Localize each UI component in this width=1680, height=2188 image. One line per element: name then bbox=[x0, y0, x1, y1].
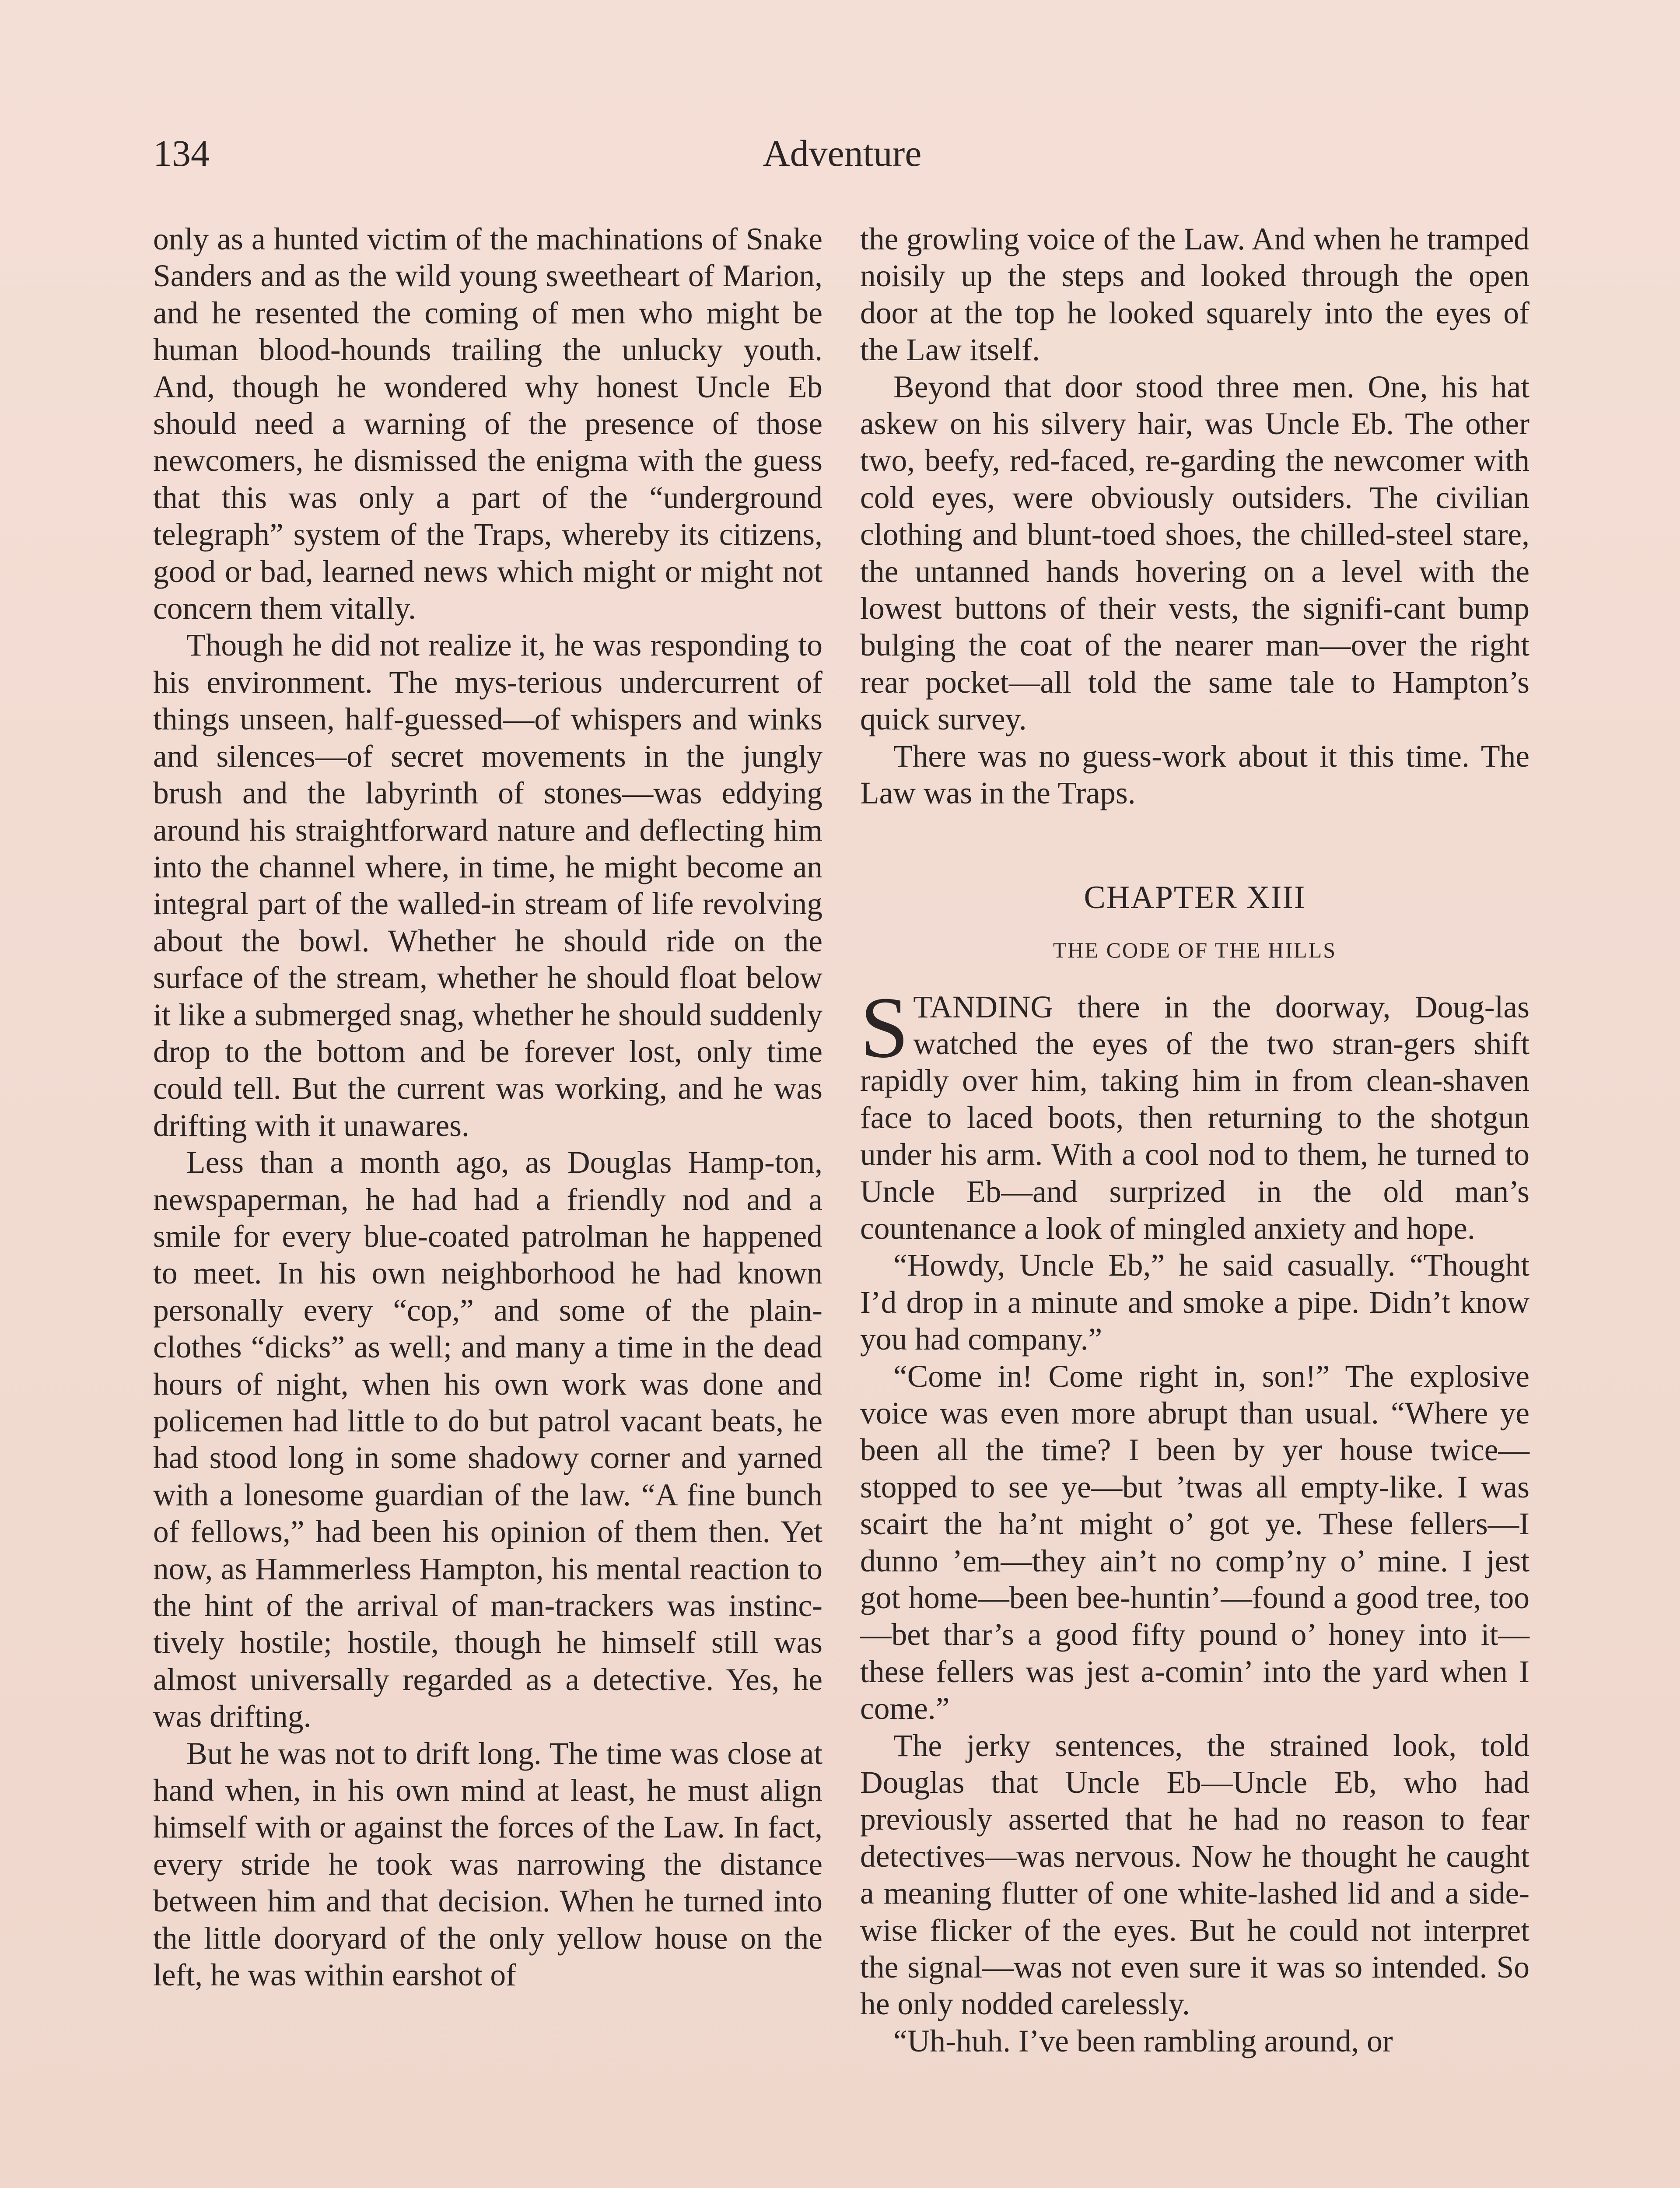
paragraph: Beyond that door stood three men. One, his hat askew on his silvery hair, was Uncle Eb. The other two, beefy, red-faced, re-garding the newcomer with cold eyes, were obviously outsiders. The civilian clothing and blunt-toed shoes, the chilled-steel stare, the untanned hands hovering on a level with the lowest buttons of their vests, the signifi-cant bump bulging the coat of the nearer man—over the right rear pocket—all told the same tale to Hampton’s quick survey. bbox=[860, 369, 1530, 737]
paragraph: “Uh-huh. I’ve been rambling around, or bbox=[893, 2023, 1393, 2058]
page-header bbox=[153, 127, 1531, 193]
paragraph: But he was not to drift long. The time was close at hand when, in his own mind at least, he must align himself with or against the forces of the Law. In fact, every stride he took was narrowing the distance between him and that decision. When he turned into the little dooryard of the only yellow house on the left, he was within earshot of bbox=[153, 1736, 822, 1993]
paragraph: “Howdy, Uncle Eb,” he said casually. “Thought I’d drop in a minute and smoke a pipe. Didn’t know you had company.” bbox=[860, 1248, 1530, 1357]
paragraph: the growling voice of the Law. And when he tramped noisily up the steps and looked through the open door at the top he looked squarely into the eyes of the Law itself. bbox=[860, 222, 1530, 368]
paragraph: The jerky sentences, the strained look, told Douglas that Uncle Eb—Uncle Eb, who had previously asserted that he had no reason to fear detectives—was nervous. Now he thought he caught a meaning flutter of one white-lashed lid and a side-wise flicker of the eyes. But he could not interpret the signal—was not even sure it was so intended. So he only nodded carelessly. bbox=[860, 1728, 1530, 2022]
opening-paragraph-text: there in the doorway, Doug-las watched the eyes of the two stran-gers shift rapidly over him, taking him in from clean-shaven face to laced boots, then returning to the shotgun under his arm. With a cool nod to them, he turned to Uncle Eb—and surprized in the old man’s countenance a look of mingled anxiety and hope. bbox=[860, 989, 1530, 1246]
running-title: Adventure bbox=[763, 132, 922, 174]
left-column bbox=[153, 221, 822, 1994]
paragraph: “Come in! Come right in, son!” The explosive voice was even more abrupt than usual. “Where ye been all the time? I been by yer house twice—stopped to see ye—but ’twas all empty-like. I was scairt the ha’nt might o’ got ye. These fellers—I dunno ’em—they ain’t no comp’ny o’ mine. I jest got home—been bee-huntin’—found a good tree, too—bet thar’s a good fifty pound o’ honey into it—these fellers was jest a-comin’ into the yard when I come.” bbox=[860, 1359, 1530, 1726]
paragraph: Though he did not realize it, he was responding to his environment. The mys-terious undercurrent of things unseen, half-guessed—of whispers and winks and silences—of secret movements in the jungly brush and the labyrinth of stones—was eddying around his straightforward nature and deflecting him into the channel where, in time, he might become an integral part of the walled-in stream of life revolving about the bowl. Whether he should ride on the surface of the stream, whether he should float below it like a submerged snag, whether he should suddenly drop to the bottom and be forever lost, only time could tell. But the current was working, and he was drifting with it unawares. bbox=[153, 628, 822, 1143]
paragraph: only as a hunted victim of the machinations of Snake Sanders and as the wild young sweetheart of Marion, and he resented the coming of men who might be human blood-hounds trailing the unlucky youth. And, though he wondered why honest Uncle Eb should need a warning of the presence of those newcomers, he dismissed the enigma with the guess that this was only a part of the “underground telegraph” system of the Traps, whereby its citizens, good or bad, learned news which might or might not concern them vitally. bbox=[153, 222, 822, 626]
chapter-title: CHAPTER XIII bbox=[1084, 879, 1306, 915]
lead-caps: TANDING bbox=[913, 989, 1054, 1024]
chapter-subtitle: THE CODE OF THE HILLS bbox=[1053, 937, 1337, 962]
drop-cap: S bbox=[860, 979, 909, 1076]
paragraph: Less than a month ago, as Douglas Hamp-ton, newspaperman, he had had a friendly nod and a smile for every blue-coated patrolman he happened to meet. In his own neighborhood he had known personally every “cop,” and some of the plain-clothes “dicks” as well; and many a time in the dead hours of night, when his own work was done and policemen had little to do but patrol vacant beats, he had stood long in some shadowy corner and yarned with a lonesome guardian of the law. “A fine bunch of fellows,” had been his opinion of them then. Yet now, as Hammerless Hampton, his mental reaction to the hint of the arrival of man-trackers was instinc-tively hostile; hostile, though he himself still was almost universally regarded as a detective. Yes, he was drifting. bbox=[153, 1145, 822, 1734]
page-number: 134 bbox=[153, 132, 210, 174]
chapter-opening-paragraph bbox=[860, 979, 1530, 1248]
paragraph: There was no guess-work about it this time. The Law was in the Traps. bbox=[860, 739, 1530, 811]
right-column bbox=[860, 221, 1530, 2060]
